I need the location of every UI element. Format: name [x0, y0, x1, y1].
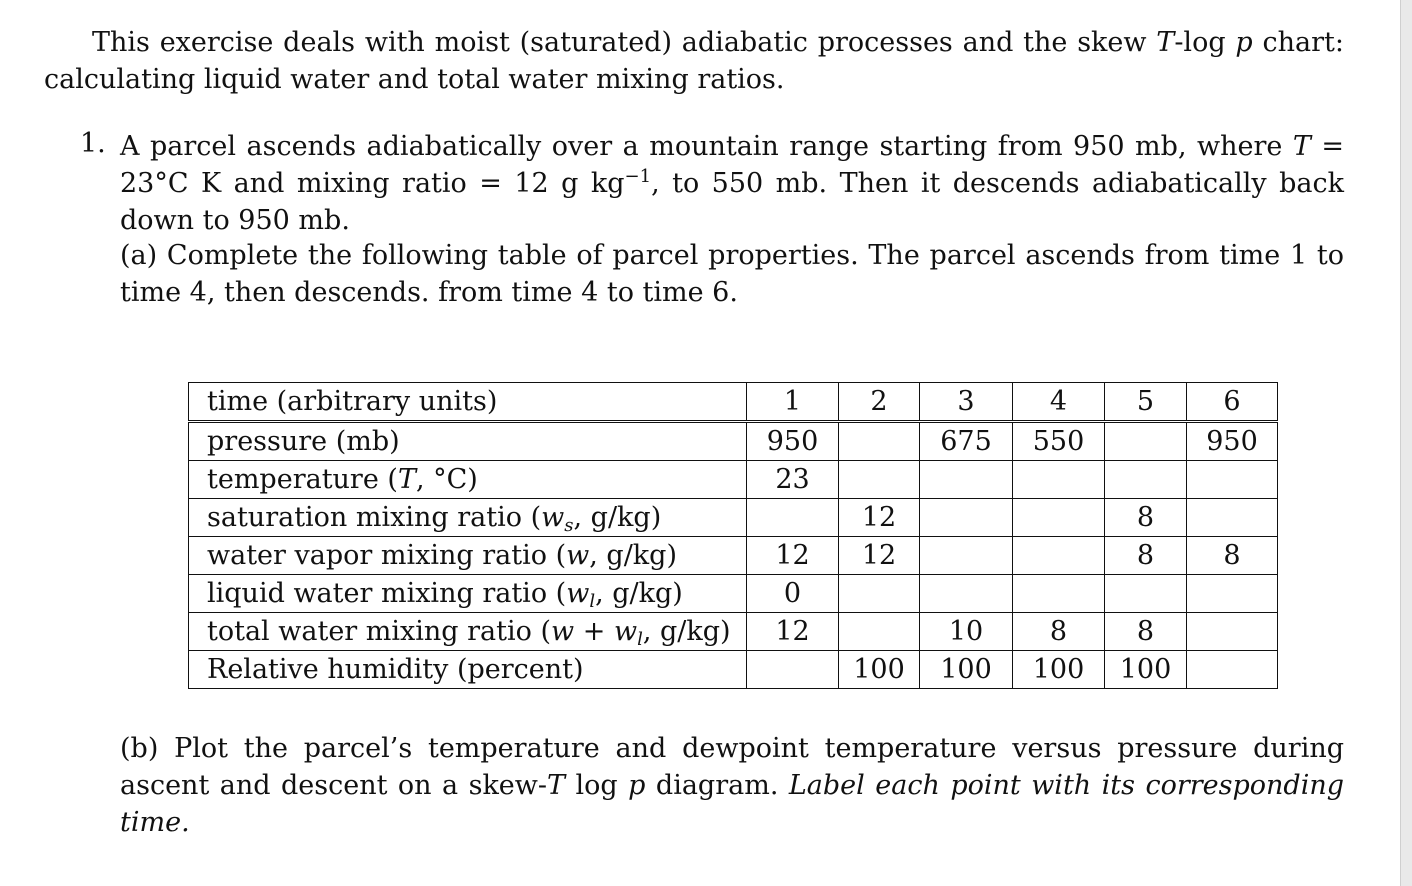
row-label [189, 613, 747, 651]
table-cell [1105, 422, 1187, 461]
table-cell [1187, 575, 1278, 613]
table-cell [839, 422, 920, 461]
part-b-text-2: log [565, 770, 629, 801]
table-cell: 8 [1105, 613, 1187, 651]
table-cell [747, 499, 839, 537]
table-cell: 8 [1105, 537, 1187, 575]
row-label-text: , g/kg) [589, 540, 677, 571]
table-cell: 675 [920, 422, 1013, 461]
header-time-3: 3 [920, 383, 1013, 422]
parcel-properties-table [188, 382, 1278, 689]
row-label [189, 499, 747, 537]
row-total-water-mixing-ratio [189, 613, 1278, 651]
part-b-T-symbol: T [547, 770, 566, 801]
row-water-vapor-mixing-ratio [189, 537, 1278, 575]
intro-p-symbol: p [1235, 27, 1253, 58]
q1-text-2: = 23°C K and mixing ratio = 12 g kg [120, 131, 1344, 199]
table-cell: 100 [920, 651, 1013, 689]
table-cell [839, 461, 920, 499]
table-cell [747, 651, 839, 689]
table-cell [1105, 575, 1187, 613]
table-cell [920, 537, 1013, 575]
page-edge-divider [1400, 0, 1412, 886]
intro-text-1: This exercise deals with moist (saturated) adiabatic processes and the skew [92, 27, 1157, 58]
table-cell: 950 [747, 422, 839, 461]
header-time-1: 1 [747, 383, 839, 422]
table-cell: 23 [747, 461, 839, 499]
intro-paragraph [44, 24, 1344, 98]
header-time-4: 4 [1013, 383, 1105, 422]
table-cell: 0 [747, 575, 839, 613]
row-label-text: liquid water mixing ratio ( [207, 578, 567, 609]
row-label-text: pressure (mb) [207, 426, 400, 457]
row-label-symbol: w [566, 540, 590, 571]
row-label-text: , g/kg) [573, 502, 662, 533]
row-label-subscript: l [637, 629, 643, 650]
table-cell: 100 [1013, 651, 1105, 689]
table-cell [1187, 613, 1278, 651]
row-label-text: saturation mixing ratio ( [207, 502, 542, 533]
table-cell: 12 [839, 499, 920, 537]
row-label-subscript: l [589, 591, 596, 612]
row-label [189, 461, 747, 499]
row-liquid-water-mixing-ratio [189, 575, 1278, 613]
table-cell: 12 [839, 537, 920, 575]
table-cell [920, 575, 1013, 613]
row-label-text: , g/kg) [642, 616, 731, 647]
table-cell [1013, 461, 1105, 499]
table-cell: 8 [1013, 613, 1105, 651]
row-label [189, 422, 747, 461]
row-relative-humidity [189, 651, 1278, 689]
part-a-text: (a) Complete the following table of parcel properties. The parcel ascends from time 1 to time 4, then descends. from time 4 to time 6. [120, 240, 1344, 308]
row-saturation-mixing-ratio [189, 499, 1278, 537]
row-label [189, 651, 747, 689]
row-label [189, 537, 747, 575]
row-label-symbol: w [551, 616, 575, 647]
row-label-text: temperature ( [207, 464, 398, 495]
table-cell: 8 [1187, 537, 1278, 575]
table-cell [920, 499, 1013, 537]
table-cell [1013, 537, 1105, 575]
part-b-emphasis: Label each point with its corresponding time. [120, 770, 1344, 838]
q1-text-1: A parcel ascends adiabatically over a mountain range starting from 950 mb, where [120, 131, 1293, 162]
row-label-text: , °C) [415, 464, 478, 495]
row-label-symbol: T [397, 464, 416, 495]
part-b-text-3: diagram. [645, 770, 789, 801]
table-cell [1013, 499, 1105, 537]
question-number: 1. [80, 128, 106, 159]
row-label-symbol: w [541, 502, 565, 533]
table-cell: 100 [1105, 651, 1187, 689]
header-label: time (arbitrary units) [189, 383, 747, 422]
row-temperature [189, 461, 1278, 499]
table-header-row [189, 383, 1278, 422]
header-time-2: 2 [839, 383, 920, 422]
row-label-text: , g/kg) [595, 578, 683, 609]
row-label-text: + [574, 616, 614, 647]
table-cell [920, 461, 1013, 499]
table-cell [1013, 575, 1105, 613]
table-cell [839, 613, 920, 651]
row-label-symbol: w [613, 616, 638, 647]
q1-text-3: , to 550 mb. Then it descends adiabatically back down to 950 mb. [120, 168, 1344, 236]
table-cell [1187, 499, 1278, 537]
intro-text-3: chart: calculating liquid water and total water mixing ratios. [44, 27, 1344, 95]
row-label-text: Relative humidity (percent) [207, 654, 584, 685]
table-cell: 950 [1187, 422, 1278, 461]
part-b-text [120, 730, 1344, 841]
table-cell: 12 [747, 613, 839, 651]
table-cell [1187, 461, 1278, 499]
part-b-p-symbol: p [628, 770, 646, 801]
part-b-text-1: (b) Plot the parcel’s temperature and dewpoint temperature versus pressure during ascent and descent on a skew- [120, 733, 1344, 801]
table-cell: 10 [920, 613, 1013, 651]
table-cell: 8 [1105, 499, 1187, 537]
header-time-6: 6 [1187, 383, 1278, 422]
intro-text-2: -log [1174, 27, 1236, 58]
question-1-text [120, 128, 1344, 239]
q1-exponent: −1 [624, 166, 652, 187]
table-cell: 550 [1013, 422, 1105, 461]
row-label-subscript: s [564, 515, 574, 536]
header-time-5: 5 [1105, 383, 1187, 422]
intro-T-symbol: T [1156, 27, 1175, 58]
table-cell [839, 575, 920, 613]
table-cell [1187, 651, 1278, 689]
row-label [189, 575, 747, 613]
row-label-symbol: w [566, 578, 590, 609]
row-label-text: water vapor mixing ratio ( [207, 540, 567, 571]
q1-T-symbol: T [1292, 131, 1311, 162]
table-cell: 100 [839, 651, 920, 689]
row-pressure [189, 422, 1278, 461]
row-label-text: total water mixing ratio ( [207, 616, 552, 647]
table-cell [1105, 461, 1187, 499]
table-cell: 12 [747, 537, 839, 575]
